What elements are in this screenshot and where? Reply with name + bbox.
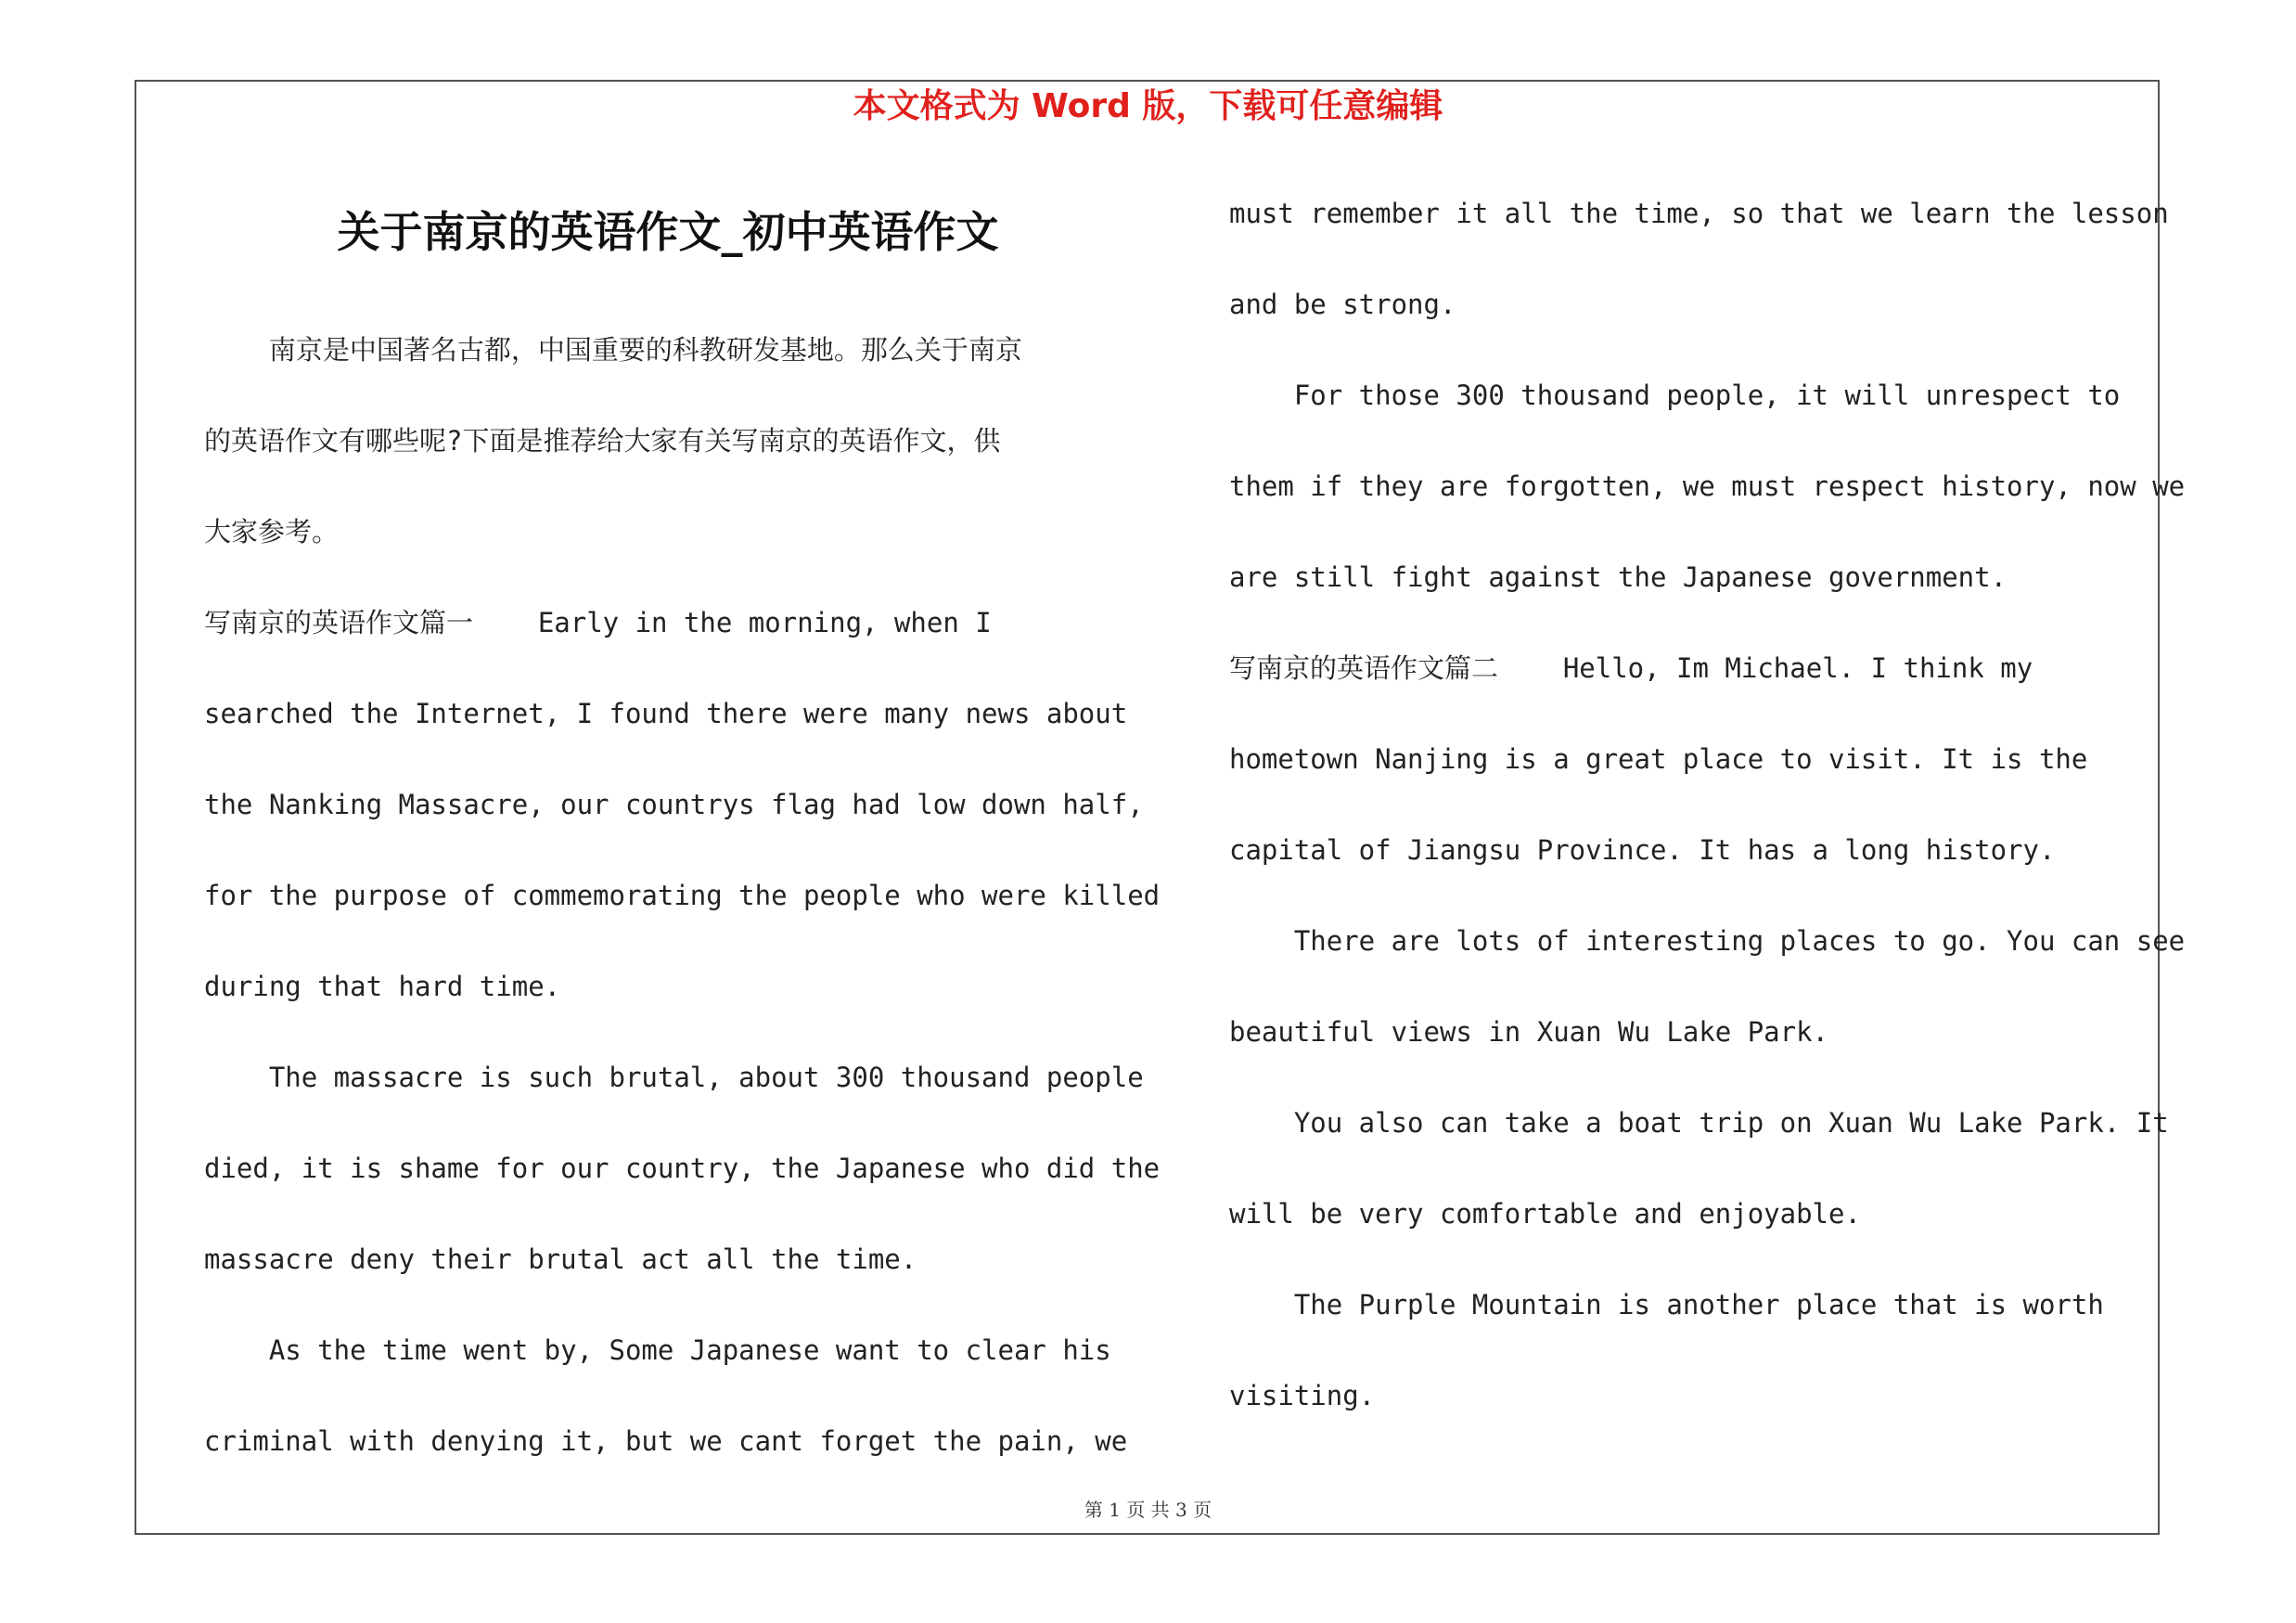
text-line: criminal with denying it, but we cant forget the pain, we	[204, 1425, 1128, 1457]
text-line: The massacre is such brutal, about 300 thousand people	[204, 1062, 1144, 1093]
text-line: them if they are forgotten, we must respect history, now we	[1229, 470, 2186, 502]
text-line: capital of Jiangsu Province. It has a long history.	[1229, 834, 2056, 866]
text-line: will be very comfortable and enjoyable.	[1229, 1198, 1861, 1230]
text-line: are still fight against the Japanese government.	[1229, 561, 2007, 593]
text-line: during that hard time.	[204, 971, 561, 1002]
text-line: and be strong.	[1229, 289, 1456, 320]
text-line: must remember it all the time, so that we learn the lesson	[1229, 198, 2169, 229]
page-number: 第 1 页 共 3 页	[1084, 1499, 1212, 1521]
word-format-banner: 本文格式为 Word 版，下载可任意编辑	[853, 87, 1443, 125]
text-line: died, it is shame for our country, the Japanese who did the	[204, 1153, 1161, 1184]
text-line: for the purpose of commemorating the people who were killed	[204, 880, 1161, 911]
text-line: searched the Internet, I found there were many news about	[204, 698, 1128, 729]
text-line: You also can take a boat trip on Xuan Wu Lake Park. It	[1229, 1107, 2169, 1139]
text-line: 写南京的英语作文篇二 Hello, Im Michael. I think my	[1229, 652, 2033, 684]
text-line: As the time went by, Some Japanese want to clear his	[204, 1334, 1111, 1366]
text-line: 写南京的英语作文篇一 Early in the morning, when I	[204, 607, 992, 638]
text-line: visiting.	[1229, 1380, 1376, 1411]
text-line: The Purple Mountain is another place that is worth	[1229, 1289, 2104, 1320]
text-line: 大家参考。	[204, 516, 340, 547]
text-line: hometown Nanjing is a great place to visit. It is the	[1229, 743, 2088, 775]
text-line: beautiful views in Xuan Wu Lake Park.	[1229, 1016, 1829, 1048]
text-line: There are lots of interesting places to go. You can see	[1229, 925, 2186, 957]
text-line: For those 300 thousand people, it will unrespect to	[1229, 380, 2121, 411]
text-line: 南京是中国著名古都，中国重要的科教研发基地。那么关于南京	[204, 334, 1022, 366]
article-title: 关于南京的英语作文_初中英语作文	[337, 207, 999, 257]
text-line: massacre deny their brutal act all the time.	[204, 1243, 917, 1275]
text-line: 的英语作文有哪些呢?下面是推荐给大家有关写南京的英语作文，供	[204, 425, 1001, 457]
text-line: the Nanking Massacre, our countrys flag had low down half,	[204, 789, 1144, 820]
